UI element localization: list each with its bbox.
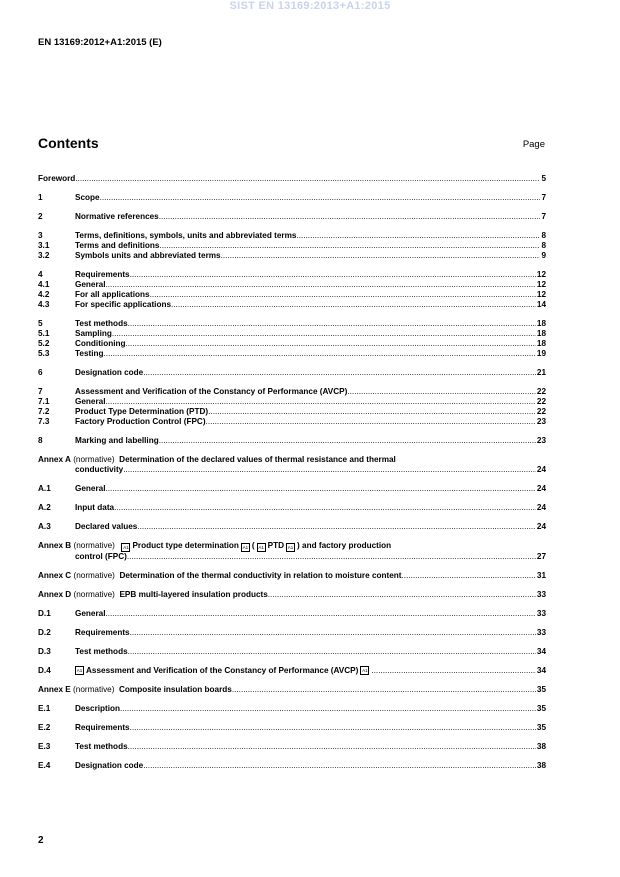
toc-number: 5 bbox=[38, 319, 43, 328]
toc-title: Requirements bbox=[75, 270, 130, 279]
dot-leader bbox=[159, 241, 540, 251]
dot-leader bbox=[371, 666, 536, 676]
toc-page: 24 bbox=[536, 484, 546, 493]
toc-page: 34 bbox=[536, 647, 546, 656]
toc-number: 2 bbox=[38, 212, 43, 221]
toc-number: A.2 bbox=[38, 503, 51, 512]
toc-entry-terms[interactable] bbox=[38, 231, 546, 241]
toc-entry-marking[interactable] bbox=[38, 436, 546, 446]
toc-title: General bbox=[75, 280, 106, 289]
toc-page: 35 bbox=[536, 685, 546, 694]
toc-entry-d1[interactable] bbox=[38, 609, 546, 619]
dot-leader bbox=[347, 387, 536, 397]
dot-leader bbox=[104, 349, 536, 359]
toc-title: ) and factory production bbox=[297, 541, 392, 550]
toc-page: 7 bbox=[541, 193, 546, 202]
toc-page: 27 bbox=[536, 552, 546, 561]
dot-leader bbox=[123, 465, 536, 475]
toc-page: 12 bbox=[536, 270, 546, 279]
toc-title: General bbox=[75, 484, 106, 493]
toc-number: E.3 bbox=[38, 742, 51, 751]
toc-page: 9 bbox=[541, 251, 546, 260]
toc-entry-d2[interactable] bbox=[38, 628, 546, 638]
toc-title: Test methods bbox=[75, 319, 128, 328]
toc-entry-symbols[interactable] bbox=[38, 251, 546, 261]
toc-title-cont: conductivity bbox=[75, 465, 124, 474]
toc-page: 23 bbox=[536, 417, 546, 426]
toc-page: 24 bbox=[536, 522, 546, 531]
annex-kind: (normative) bbox=[73, 455, 115, 464]
toc-number: A.1 bbox=[38, 484, 51, 493]
amendment-end-marker: A1 bbox=[242, 545, 249, 550]
toc-title: Terms and definitions bbox=[75, 241, 160, 250]
amendment-start-marker: A1 bbox=[76, 668, 83, 673]
toc-entry-a3[interactable] bbox=[38, 522, 546, 532]
dot-leader bbox=[114, 503, 536, 513]
toc-page: 34 bbox=[536, 666, 546, 675]
toc-number: 5.2 bbox=[38, 339, 50, 348]
dot-leader bbox=[75, 174, 540, 184]
annex-kind: (normative) bbox=[73, 541, 115, 550]
toc-title-cont: control (FPC) bbox=[75, 552, 127, 561]
toc-title: Assessment and Verification of the Constancy of Performance (AVCP) bbox=[75, 387, 348, 396]
dot-leader bbox=[150, 290, 536, 300]
toc-number: 5.1 bbox=[38, 329, 50, 338]
toc-number: D.1 bbox=[38, 609, 51, 618]
dot-leader bbox=[130, 723, 536, 733]
amendment-end-marker: A1 bbox=[362, 668, 368, 673]
toc-title: Factory Production Control (FPC) bbox=[75, 417, 206, 426]
dot-leader bbox=[221, 251, 541, 261]
toc-number: 3.1 bbox=[38, 241, 50, 250]
toc-entry-a2[interactable] bbox=[38, 503, 546, 513]
toc-page: 8 bbox=[541, 241, 546, 250]
toc-title: Designation code bbox=[75, 761, 144, 770]
toc-page: 33 bbox=[536, 590, 546, 599]
dot-leader bbox=[112, 329, 536, 339]
annex-label: Annex B bbox=[38, 541, 72, 550]
toc-entry-avcp[interactable] bbox=[38, 387, 546, 397]
toc-page: 18 bbox=[536, 339, 546, 348]
watermark: SIST EN 13169:2013+A1:2015 bbox=[229, 0, 391, 12]
amendment-start-marker: A1 bbox=[258, 545, 264, 550]
dot-leader bbox=[125, 339, 535, 349]
amendment-end-marker: A1 bbox=[287, 545, 294, 550]
toc-entry-specific-applications[interactable] bbox=[38, 300, 546, 310]
toc-entry-testing[interactable] bbox=[38, 349, 546, 359]
toc-title: For all applications bbox=[75, 290, 150, 299]
toc-entry-d4[interactable] bbox=[38, 666, 546, 676]
toc-page: 14 bbox=[536, 300, 546, 309]
toc-entry-d3[interactable] bbox=[38, 647, 546, 657]
dot-leader bbox=[128, 647, 536, 657]
toc-entry-designation-code[interactable] bbox=[38, 368, 546, 378]
toc-title: Requirements bbox=[75, 723, 130, 732]
toc-title: Description bbox=[75, 704, 121, 713]
toc-page: 21 bbox=[536, 368, 546, 377]
toc-number: 6 bbox=[38, 368, 43, 377]
toc-title: Determination of the declared values of thermal resistance and thermal bbox=[119, 455, 396, 464]
toc-title: PTD bbox=[267, 541, 285, 550]
toc-page: 38 bbox=[536, 742, 546, 751]
toc-number: A.3 bbox=[38, 522, 51, 531]
toc-page: 35 bbox=[536, 723, 546, 732]
dot-leader bbox=[120, 704, 536, 714]
toc-entry-avcp-general[interactable] bbox=[38, 397, 546, 407]
toc-page: 7 bbox=[541, 212, 546, 221]
toc-entry-normative-references[interactable] bbox=[38, 212, 546, 222]
dot-leader bbox=[268, 590, 536, 600]
dot-leader bbox=[130, 628, 536, 638]
toc-number: 3.2 bbox=[38, 251, 50, 260]
toc-page: 33 bbox=[536, 628, 546, 637]
dot-leader bbox=[130, 270, 536, 280]
dot-leader bbox=[137, 522, 536, 532]
toc-title: ( bbox=[251, 541, 255, 550]
toc-page: 8 bbox=[541, 231, 546, 240]
toc-page: 22 bbox=[536, 387, 546, 396]
toc-page: 23 bbox=[536, 436, 546, 445]
toc-entry-conditioning[interactable] bbox=[38, 339, 546, 349]
toc-entry-a1[interactable] bbox=[38, 484, 546, 494]
toc-entry-annex-d[interactable] bbox=[38, 590, 546, 600]
toc-number: 4.2 bbox=[38, 290, 50, 299]
annex-kind: (normative) bbox=[73, 590, 115, 599]
toc-title: Composite insulation boards bbox=[119, 685, 232, 694]
toc-title: General bbox=[75, 609, 106, 618]
toc-number: 7 bbox=[38, 387, 43, 396]
toc-number: D.3 bbox=[38, 647, 51, 656]
table-of-contents bbox=[38, 174, 546, 771]
dot-leader bbox=[208, 407, 536, 417]
toc-title: Sampling bbox=[75, 329, 112, 338]
page-title: Contents bbox=[38, 135, 99, 151]
toc-title: Testing bbox=[75, 349, 104, 358]
toc-entry-e4[interactable] bbox=[38, 761, 546, 771]
dot-leader bbox=[106, 484, 536, 494]
dot-leader bbox=[128, 742, 536, 752]
toc-title: Normative references bbox=[75, 212, 159, 221]
toc-page: 22 bbox=[536, 397, 546, 406]
toc-entry-req-general[interactable] bbox=[38, 280, 546, 290]
toc-entry-test-methods[interactable] bbox=[38, 319, 546, 329]
page-column-label: Page bbox=[522, 139, 545, 150]
dot-leader bbox=[206, 417, 536, 427]
toc-page: 24 bbox=[536, 465, 546, 474]
dot-leader bbox=[128, 319, 536, 329]
toc-title: Input data bbox=[75, 503, 115, 512]
annex-label: Annex C bbox=[38, 571, 72, 580]
toc-page: 5 bbox=[541, 174, 546, 183]
toc-page: 18 bbox=[536, 319, 546, 328]
toc-entry-annex-b[interactable] bbox=[38, 541, 546, 562]
toc-entry-annex-a[interactable] bbox=[38, 455, 546, 475]
toc-entry-e2[interactable] bbox=[38, 723, 546, 733]
toc-title: General bbox=[75, 397, 106, 406]
toc-number: 7.1 bbox=[38, 397, 50, 406]
page-number: 2 bbox=[38, 835, 44, 846]
toc-entry-fpc[interactable] bbox=[38, 417, 546, 427]
dot-leader bbox=[143, 761, 536, 771]
toc-title: Scope bbox=[75, 193, 100, 202]
toc-page: 38 bbox=[536, 761, 546, 770]
amendment-start-marker: A1 bbox=[123, 545, 129, 550]
toc-number: 4.1 bbox=[38, 280, 50, 289]
toc-number: E.1 bbox=[38, 704, 51, 713]
toc-title: Foreword bbox=[38, 174, 76, 183]
toc-entry-e1[interactable] bbox=[38, 704, 546, 714]
toc-page: 19 bbox=[536, 349, 546, 358]
toc-number: 7.2 bbox=[38, 407, 50, 416]
dot-leader bbox=[171, 300, 536, 310]
toc-title: Conditioning bbox=[75, 339, 126, 348]
annex-label: Annex E bbox=[38, 685, 71, 694]
toc-title: Declared values bbox=[75, 522, 138, 531]
annex-label: Annex D bbox=[38, 590, 72, 599]
dot-leader bbox=[127, 552, 536, 562]
toc-page: 33 bbox=[536, 609, 546, 618]
document-id: EN 13169:2012+A1:2015 (E) bbox=[38, 37, 162, 48]
toc-title: Product Type Determination (PTD) bbox=[75, 407, 209, 416]
toc-entry-foreword[interactable] bbox=[38, 174, 546, 184]
toc-title: Marking and labelling bbox=[75, 436, 159, 445]
toc-entry-sampling[interactable] bbox=[38, 329, 546, 339]
dot-leader bbox=[143, 368, 536, 378]
toc-number: E.4 bbox=[38, 761, 51, 770]
annex-kind: (normative) bbox=[73, 685, 115, 694]
toc-entry-terms-definitions[interactable] bbox=[38, 241, 546, 251]
annex-kind: (normative) bbox=[73, 571, 115, 580]
toc-title: Test methods bbox=[75, 647, 128, 656]
toc-title: For specific applications bbox=[75, 300, 171, 309]
toc-number: 7.3 bbox=[38, 417, 50, 426]
toc-number: 8 bbox=[38, 436, 43, 445]
toc-number: 4 bbox=[38, 270, 43, 279]
toc-page: 12 bbox=[536, 290, 546, 299]
dot-leader bbox=[159, 436, 536, 446]
dot-leader bbox=[106, 397, 536, 407]
toc-number: D.4 bbox=[38, 666, 51, 675]
toc-page: 12 bbox=[536, 280, 546, 289]
dot-leader bbox=[402, 571, 536, 581]
dot-leader bbox=[100, 193, 541, 203]
toc-title: EPB multi-layered insulation products bbox=[119, 590, 268, 599]
toc-entry-annex-c[interactable] bbox=[38, 571, 546, 581]
toc-entry-all-applications[interactable] bbox=[38, 290, 546, 300]
dot-leader bbox=[232, 685, 536, 695]
toc-page: 18 bbox=[536, 329, 546, 338]
toc-title: Designation code bbox=[75, 368, 144, 377]
toc-entry-scope[interactable] bbox=[38, 193, 546, 203]
toc-entry-e3[interactable] bbox=[38, 742, 546, 752]
toc-number: 4.3 bbox=[38, 300, 50, 309]
toc-page: 24 bbox=[536, 503, 546, 512]
toc-title: Requirements bbox=[75, 628, 130, 637]
dot-leader bbox=[106, 609, 536, 619]
toc-page: 22 bbox=[536, 407, 546, 416]
toc-entry-annex-e[interactable] bbox=[38, 685, 546, 695]
dot-leader bbox=[159, 212, 541, 222]
dot-leader bbox=[106, 280, 536, 290]
annex-label: Annex A bbox=[38, 455, 71, 464]
toc-page: 31 bbox=[536, 571, 546, 580]
toc-title: Terms, definitions, symbols, units and abbreviated terms bbox=[75, 231, 297, 240]
toc-title: Product type determination bbox=[132, 541, 239, 550]
toc-title: Test methods bbox=[75, 742, 128, 751]
toc-title: Assessment and Verification of the Constancy of Performance (AVCP) bbox=[86, 666, 359, 675]
toc-title: Determination of the thermal conductivity in relation to moisture content bbox=[119, 571, 402, 580]
toc-page: 35 bbox=[536, 704, 546, 713]
toc-title: Symbols units and abbreviated terms bbox=[75, 251, 221, 260]
toc-number: 3 bbox=[38, 231, 43, 240]
toc-number: 1 bbox=[38, 193, 43, 202]
toc-number: E.2 bbox=[38, 723, 51, 732]
toc-entry-ptd[interactable] bbox=[38, 407, 546, 417]
toc-entry-requirements[interactable] bbox=[38, 270, 546, 280]
toc-number: D.2 bbox=[38, 628, 51, 637]
toc-number: 5.3 bbox=[38, 349, 50, 358]
dot-leader bbox=[296, 231, 540, 241]
